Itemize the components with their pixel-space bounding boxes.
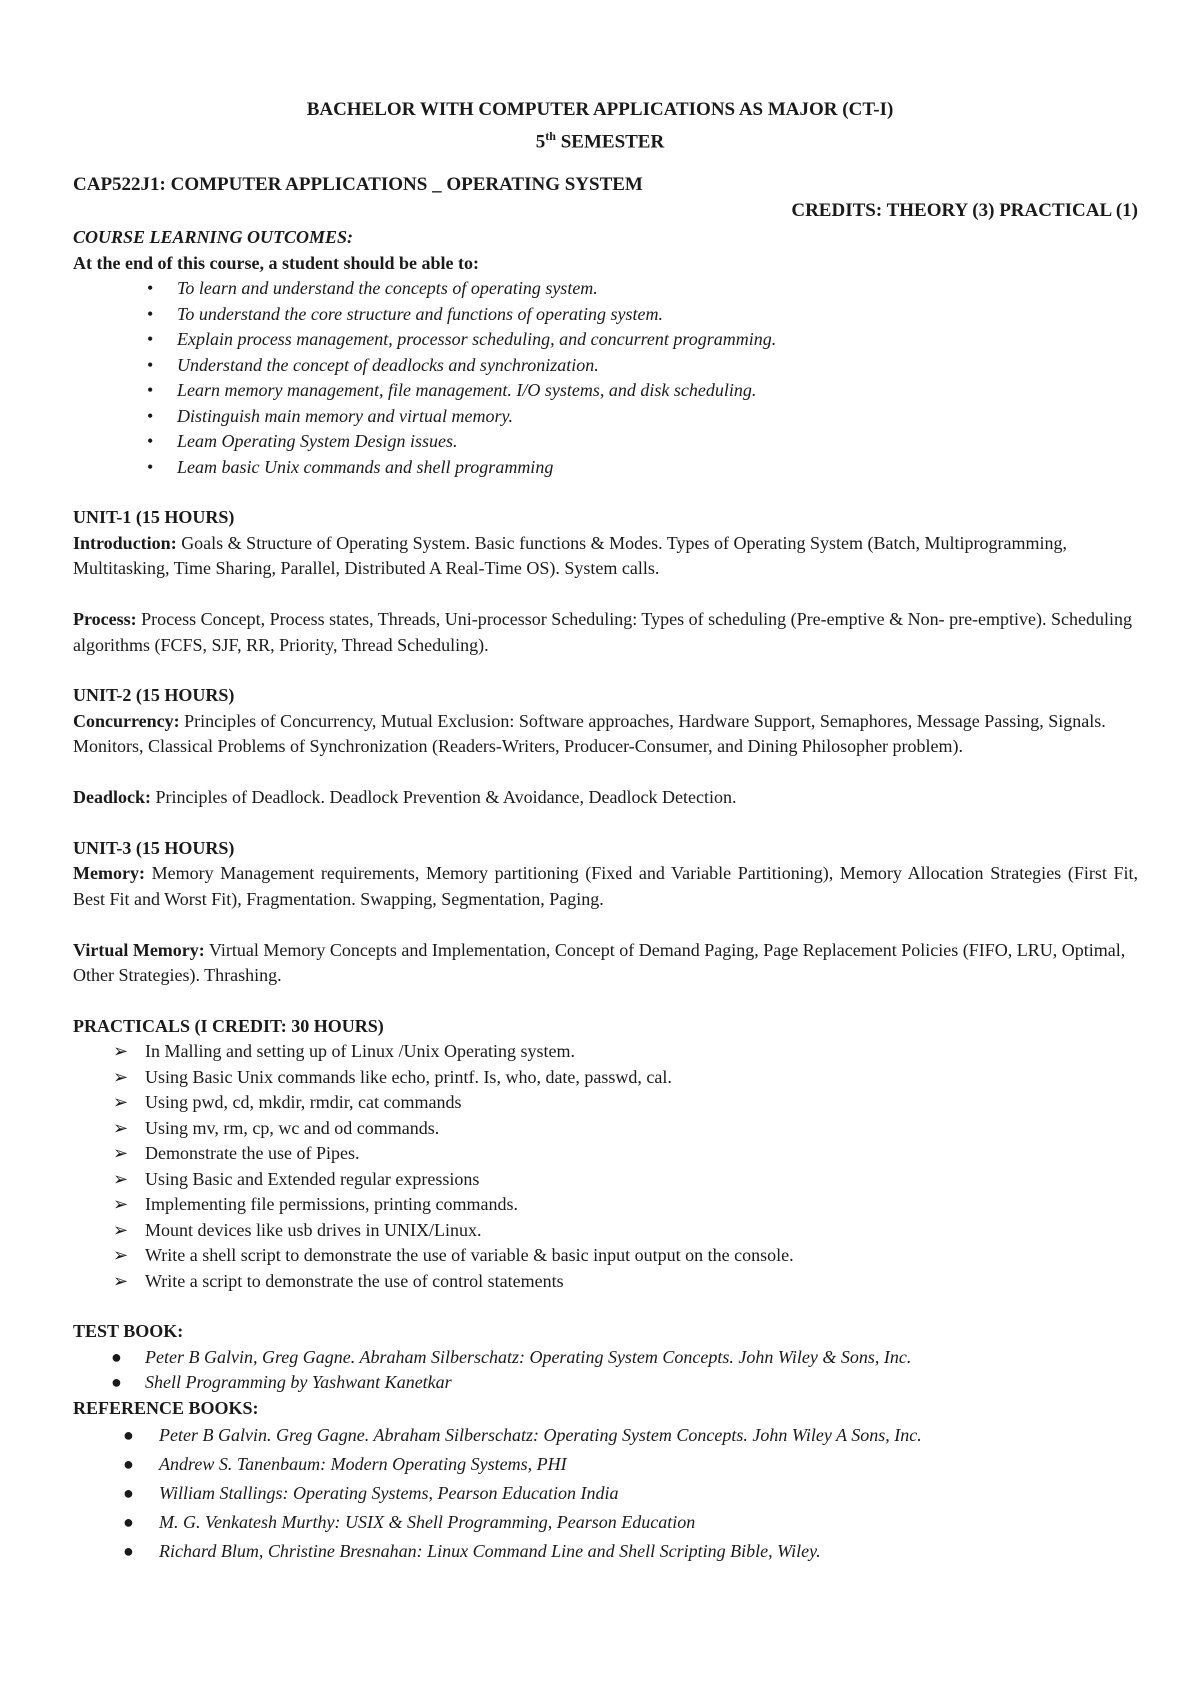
list-item: ● Peter B Galvin. Greg Gagne. Abraham Silberschatz: Operating System Concepts. John Wiley A Sons, Inc. [73, 1421, 1138, 1450]
unit2-concurrency: Concurrency: Principles of Concurrency, Mutual Exclusion: Software approaches, Hardware Support, Semaphores, Message Passing, Signals. Monitors, Classical Problems of Synchronization (Readers-Writers, Producer-Consumer, and Dining Philosopher problem). [73, 710, 1106, 756]
arrow-bullet-icon: ➢ [113, 1270, 129, 1291]
course-title: CAP522J1: COMPUTER APPLICATIONS _ OPERATING SYSTEM [73, 174, 643, 195]
bullet-icon: ● [123, 1425, 134, 1445]
text-books-list [73, 1345, 1138, 1396]
reference-books-heading: REFERENCE BOOKS: [73, 1397, 259, 1418]
concurrency-label: Concurrency: [73, 710, 180, 731]
document-header [0, 96, 1200, 155]
list-item: ➢ Mount devices like usb drives in UNIX/Linux. [73, 1218, 1138, 1244]
practicals-list [73, 1039, 1138, 1294]
arrow-bullet-icon: ➢ [113, 1245, 129, 1265]
syllabus-body [73, 225, 1138, 1566]
bullet-icon: • [147, 380, 154, 400]
unit3-memory: Memory: Memory Management requirements, Memory partitioning (Fixed and Variable Partitioning), Memory Allocation Strategies (First Fit, Best Fit and Worst Fit), Fragmentation. Swapping, Segmentation, Paging. [73, 863, 1138, 909]
arrow-bullet-icon: ➢ [113, 1117, 129, 1138]
arrow-bullet-icon: ➢ [113, 1041, 129, 1061]
semester-suffix: th [545, 129, 556, 143]
unit3-virtual-memory: Virtual Memory: Virtual Memory Concepts and Implementation, Concept of Demand Paging, Page Replacement Policies (FIFO, LRU, Optimal, Other Strategies). Thrashing. [73, 939, 1126, 985]
unit2-heading: UNIT-2 (15 HOURS) [73, 685, 235, 705]
arrow-bullet-icon: ➢ [113, 1194, 129, 1214]
semester-number: 5 [535, 131, 546, 153]
bullet-icon: ● [111, 1346, 122, 1367]
list-item: • Explain process management, processor scheduling, and concurrent programming. [73, 327, 1138, 353]
deadlock-label: Deadlock: [73, 787, 151, 807]
arrow-bullet-icon: ➢ [113, 1168, 129, 1189]
bullet-icon: • [147, 456, 154, 477]
list-item: ➢ Write a script to demonstrate the use of control statements [73, 1269, 1138, 1295]
list-item: • To learn and understand the concepts of operating system. [73, 276, 1138, 302]
arrow-bullet-icon: ➢ [113, 1219, 129, 1240]
list-item: ➢ Demonstrate the use of Pipes. [73, 1141, 1138, 1167]
arrow-bullet-icon: ➢ [113, 1092, 129, 1112]
list-item: • Distinguish main memory and virtual memory. [73, 404, 1138, 430]
list-item: ● William Stallings: Operating Systems, Pearson Education India [73, 1479, 1138, 1508]
bullet-icon: • [147, 278, 154, 298]
list-item: ➢ Using pwd, cd, mkdir, rmdir, cat commands [73, 1090, 1138, 1116]
practicals-heading: PRACTICALS (I CREDIT: 30 HOURS) [73, 1015, 384, 1036]
course-credits: CREDITS: THEORY (3) PRACTICAL (1) [791, 200, 1138, 221]
list-item: • Leam basic Unix commands and shell programming [73, 455, 1138, 481]
list-item: ➢ Using Basic Unix commands like echo, printf. Is, who, date, passwd, cal. [73, 1065, 1138, 1091]
bullet-icon: • [147, 303, 154, 324]
memory-label: Memory: [73, 863, 145, 883]
text-books-heading: TEST BOOK: [73, 1321, 184, 1341]
process-label: Process: [73, 609, 137, 629]
bullet-icon: • [147, 354, 154, 375]
list-item: ● Peter B Galvin, Greg Gagne. Abraham Silberschatz: Operating System Concepts. John Wiley & Sons, Inc. [73, 1345, 1138, 1371]
bullet-icon: ● [123, 1541, 134, 1561]
bullet-icon: • [147, 329, 154, 349]
list-item: ➢ Using Basic and Extended regular expressions [73, 1167, 1138, 1193]
bullet-icon: ● [123, 1454, 134, 1474]
unit1-heading: UNIT-1 (15 HOURS) [73, 507, 235, 527]
unit1-introduction: Introduction: Goals & Structure of Operating System. Basic functions & Modes. Types of Operating System (Batch, Multiprogramming, Multitasking, Time Sharing, Parallel, Distributed A Real-Time OS). System calls. [73, 532, 1067, 578]
unit1-process: Process: Process Concept, Process states, Threads, Uni-processor Scheduling: Types of scheduling (Pre-emptive & Non- pre-emptive). Scheduling algorithms (FCFS, SJF, RR, Priority, Thread Scheduling). [73, 609, 1133, 655]
list-item: • To understand the core structure and functions of operating system. [73, 302, 1138, 328]
list-item: ➢ Write a shell script to demonstrate the use of variable & basic input output on the console. [73, 1243, 1138, 1269]
semester-label: SEMESTER [555, 131, 665, 153]
bullet-icon: • [147, 431, 154, 451]
arrow-bullet-icon: ➢ [113, 1066, 129, 1087]
list-item: ➢ Implementing file permissions, printing commands. [73, 1192, 1138, 1218]
list-item: ● M. G. Venkatesh Murthy: USIX & Shell Programming, Pearson Education [73, 1508, 1138, 1537]
list-item: ➢ In Malling and setting up of Linux /Unix Operating system. [73, 1039, 1138, 1065]
outcomes-heading: COURSE LEARNING OUTCOMES: [73, 227, 354, 247]
list-item: ● Shell Programming by Yashwant Kanetkar [73, 1370, 1138, 1396]
list-item: • Understand the concept of deadlocks and synchronization. [73, 353, 1138, 379]
programme-title: BACHELOR WITH COMPUTER APPLICATIONS AS MAJOR (CT-I) [306, 99, 894, 120]
list-item: ➢ Using mv, rm, cp, wc and od commands. [73, 1116, 1138, 1142]
bullet-icon: ● [123, 1483, 134, 1503]
list-item: • Learn memory management, file management. I/O systems, and disk scheduling. [73, 378, 1138, 404]
introduction-label: Introduction: [73, 532, 177, 553]
semester-title [0, 123, 1200, 155]
bullet-icon: ● [123, 1512, 134, 1532]
outcomes-list [73, 276, 1138, 480]
bullet-icon: • [147, 405, 154, 426]
list-item: ● Richard Blum, Christine Bresnahan: Linux Command Line and Shell Scripting Bible, Wiley. [73, 1537, 1138, 1566]
bullet-icon: ● [111, 1372, 122, 1392]
reference-books-list [73, 1421, 1138, 1566]
virtual-memory-label: Virtual Memory: [73, 939, 205, 960]
unit2-deadlock: Deadlock: Principles of Deadlock. Deadlock Prevention & Avoidance, Deadlock Detection. [73, 787, 737, 807]
list-item: • Leam Operating System Design issues. [73, 429, 1138, 455]
arrow-bullet-icon: ➢ [113, 1143, 129, 1163]
unit3-heading: UNIT-3 (15 HOURS) [73, 837, 235, 858]
outcomes-intro: At the end of this course, a student should be able to: [73, 252, 480, 273]
list-item: ● Andrew S. Tanenbaum: Modern Operating Systems, PHI [73, 1450, 1138, 1479]
